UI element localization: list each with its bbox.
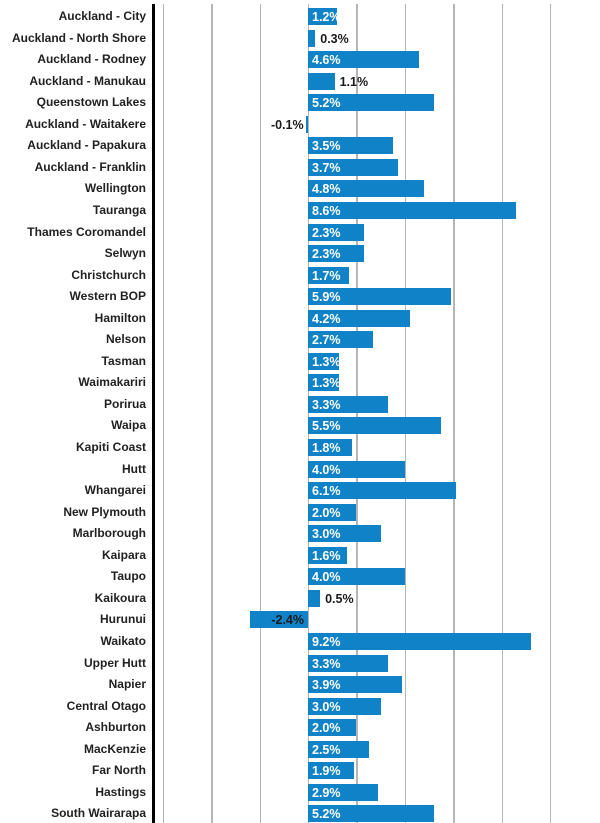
value-label: 5.5% [312,419,341,434]
category-label: South Wairarapa [51,806,146,821]
value-label: 4.0% [312,570,341,585]
value-label: 1.8% [312,441,341,455]
category-label: Nelson [105,332,146,347]
value-label: 3.5% [312,139,341,154]
category-label: Western BOP [69,289,146,304]
category-label: New Plymouth [63,504,146,519]
category-label: Christchurch [71,267,146,282]
category-label: Waipa [111,418,146,433]
gridline [453,4,454,823]
value-label: 5.9% [312,290,341,305]
gridline [405,4,406,823]
bar [308,73,335,90]
value-label: 2.9% [312,785,341,800]
category-label: Whangarei [84,483,146,498]
value-label: 1.7% [312,268,341,283]
category-label: Kaikoura [94,590,146,605]
category-label: Hastings [95,784,146,799]
category-label: Auckland - Waitakere [25,116,146,131]
value-label: 1.1% [339,74,369,89]
category-label: Auckland - Franklin [34,159,146,174]
category-label: Auckland - Manukau [29,73,146,88]
value-label: 3.3% [312,397,341,412]
value-label: 1.6% [312,548,341,563]
value-label: 4.2% [312,311,341,326]
category-label: Tauranga [92,202,146,217]
category-label: Central Otago [66,698,146,713]
value-label: -2.4% [271,613,304,628]
value-label: 2.0% [312,721,341,736]
category-label: Auckland - Papakura [27,138,146,153]
category-label: Napier [108,677,146,692]
gridline [163,4,164,823]
value-label: 4.6% [312,53,341,68]
value-label: 3.9% [312,678,341,693]
value-label: 0.3% [320,31,349,46]
bar [308,633,531,650]
category-label: Taupo [110,569,146,584]
category-label: Porirua [103,396,146,411]
category-label: Auckland - City [58,9,146,23]
gridline [211,4,212,823]
value-label: 1.3% [312,376,341,391]
category-label: Hurunui [100,612,146,627]
category-label: Ashburton [85,720,146,735]
category-label: Hutt [122,461,146,476]
category-label: Upper Hutt [84,655,146,670]
category-label: Hamilton [94,310,146,325]
y-axis-line [152,4,155,823]
gridline [260,4,261,823]
category-label: Queenstown Lakes [36,95,146,110]
value-label: 3.3% [312,656,341,671]
value-label: -0.1% [270,117,304,132]
bar [308,590,320,607]
value-label: 6.1% [312,484,341,499]
value-label: 2.5% [312,742,341,757]
value-label: 2.3% [312,247,341,262]
bar [306,116,308,133]
value-label: 3.0% [312,699,341,714]
category-label: Kaipara [101,547,146,562]
category-label: Wellington [84,181,146,196]
bar [308,30,315,47]
category-label: Tasman [101,353,146,368]
category-label: Auckland - Rodney [37,52,146,67]
gridline [550,4,551,823]
value-label: 2.0% [312,505,341,520]
category-label: MacKenzie [83,741,146,756]
value-label: 3.7% [312,160,341,175]
value-label: 1.9% [312,764,341,779]
value-label: 1.3% [312,354,341,369]
category-label: Far North [92,763,146,778]
value-label: 4.8% [312,182,341,197]
value-label: 5.2% [312,96,341,111]
category-label: Thames Coromandel [27,224,146,239]
category-label: Kapiti Coast [75,440,146,454]
value-label: 0.5% [325,591,354,606]
value-label: 1.2% [312,10,341,24]
value-label: 2.7% [312,333,341,348]
value-label: 2.3% [312,225,341,240]
value-label: 5.2% [312,807,341,822]
category-label: Waikato [100,633,146,648]
category-label: Waimakariri [78,375,146,390]
category-label: Auckland - North Shore [11,30,146,45]
gridline [502,4,503,823]
category-label: Marlborough [72,526,146,541]
value-label: 3.0% [312,527,341,542]
category-label: Selwyn [104,246,146,261]
value-label: 9.2% [312,634,341,649]
value-label: 4.0% [312,462,341,477]
value-label: 8.6% [312,203,341,218]
